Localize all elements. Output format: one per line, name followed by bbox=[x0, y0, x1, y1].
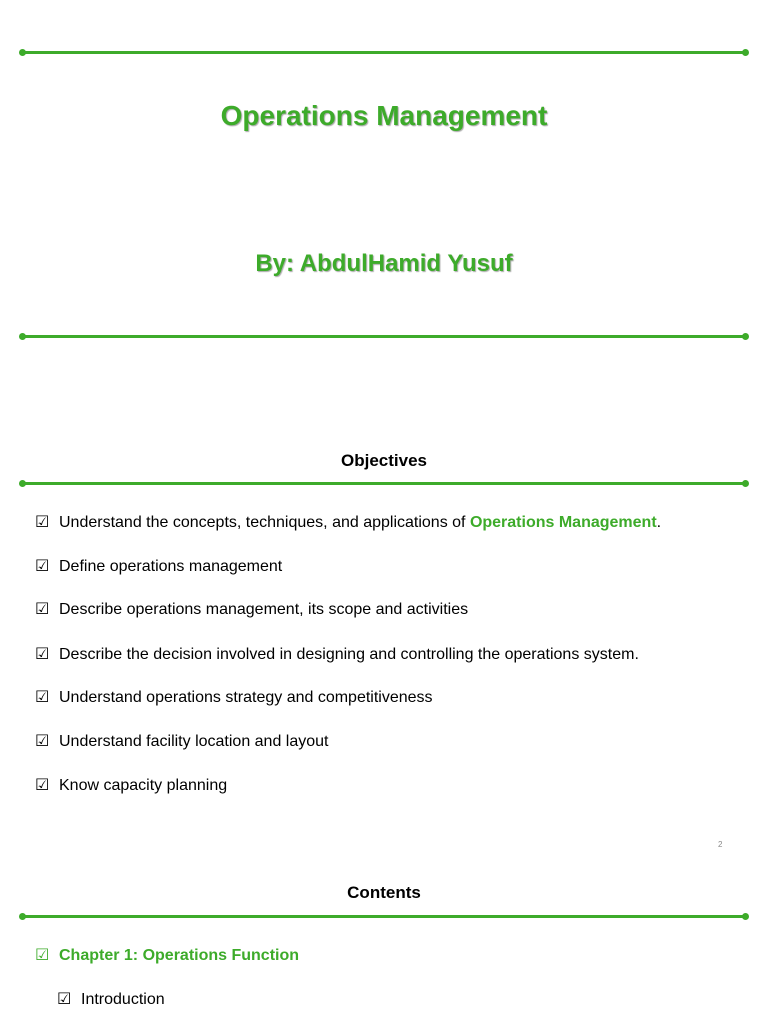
checkbox-icon: ☑ bbox=[35, 947, 50, 964]
cover-bottom-divider bbox=[22, 335, 746, 338]
objective-text: Know capacity planning bbox=[59, 777, 228, 794]
checkbox-icon: ☑ bbox=[35, 689, 50, 706]
objective-item bbox=[35, 645, 639, 665]
subitem-title: Introduction bbox=[81, 991, 165, 1008]
contents-heading: Contents bbox=[347, 883, 421, 902]
objective-suffix: . bbox=[656, 514, 662, 531]
chapter-title: Chapter 1: Operations Function bbox=[59, 947, 300, 964]
top-divider bbox=[22, 51, 746, 54]
author-line: By: AbdulHamid Yusuf bbox=[255, 250, 513, 277]
objective-highlight: Operations Management bbox=[469, 514, 657, 531]
document-title: Operations Management bbox=[220, 100, 548, 131]
objective-item bbox=[35, 688, 433, 708]
checkbox-icon: ☑ bbox=[35, 558, 50, 575]
checkbox-icon: ☑ bbox=[57, 991, 72, 1008]
objective-item bbox=[35, 513, 661, 533]
checkbox-icon: ☑ bbox=[35, 733, 50, 750]
page-number: 2 bbox=[718, 840, 723, 849]
objective-item bbox=[35, 600, 468, 620]
objective-item bbox=[35, 776, 227, 796]
objective-item bbox=[35, 732, 329, 752]
contents-divider bbox=[22, 915, 746, 918]
checkbox-icon: ☑ bbox=[35, 601, 50, 618]
checkbox-icon: ☑ bbox=[35, 514, 50, 531]
objective-item bbox=[35, 557, 282, 577]
objectives-heading: Objectives bbox=[341, 451, 427, 470]
objective-text: Understand facility location and layout bbox=[59, 733, 329, 750]
objective-text: Define operations management bbox=[59, 558, 283, 575]
objective-text: Understand the concepts, techniques, and applications of bbox=[59, 514, 470, 531]
contents-chapter-item bbox=[35, 946, 299, 966]
objective-text: Describe operations management, its scope and activities bbox=[59, 601, 469, 618]
objective-text: Understand operations strategy and competitiveness bbox=[59, 689, 433, 706]
objective-text: Describe the decision involved in designing and controlling the operations system. bbox=[59, 646, 639, 663]
checkbox-icon: ☑ bbox=[35, 646, 50, 663]
checkbox-icon: ☑ bbox=[35, 777, 50, 794]
objectives-divider bbox=[22, 482, 746, 485]
contents-subitem bbox=[57, 990, 165, 1010]
